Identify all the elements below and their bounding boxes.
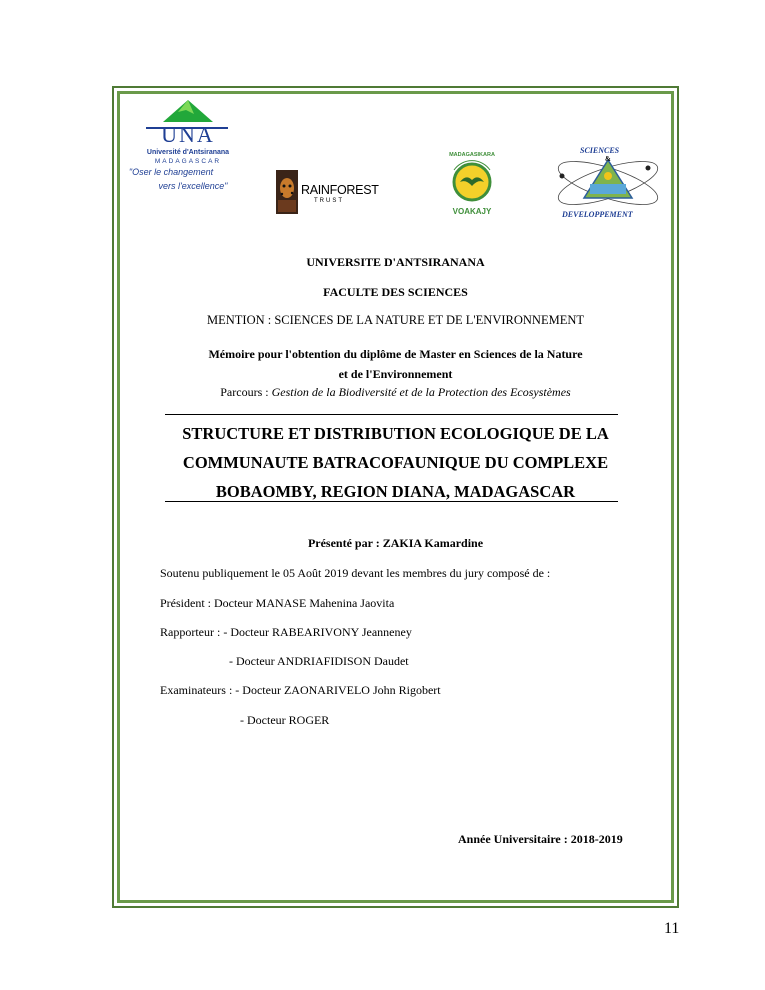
madagasikara-voakajy-logo bbox=[440, 152, 504, 218]
page-number: 11 bbox=[664, 920, 680, 937]
title-rule-top bbox=[165, 414, 618, 415]
developpement-text: DEVELOPPEMENT bbox=[562, 210, 633, 219]
jury-rapporteur-2: - Docteur ANDRIAFIDISON Daudet bbox=[229, 654, 409, 668]
sciences-text: SCIENCES bbox=[580, 146, 620, 155]
madagasikara-arc-text: MADAGASIKARA bbox=[449, 152, 495, 158]
parcours bbox=[117, 385, 674, 400]
rainforest-trust-name: RAINFOREST bbox=[301, 183, 379, 197]
rainforest-trust-sub: TRUST bbox=[314, 198, 344, 204]
parcours-label: Parcours : bbox=[220, 385, 272, 399]
jaguar-icon bbox=[276, 170, 298, 214]
una-logo-name: UNA bbox=[161, 122, 215, 147]
title-line-3: BOBAOMBY, REGION DIANA, MADAGASCAR bbox=[215, 482, 576, 501]
title-line-1: STRUCTURE ET DISTRIBUTION ECOLOGIQUE DE LA bbox=[182, 424, 609, 443]
jury-rapporteur-1: Rapporteur : - Docteur RABEARIVONY Jeanneney bbox=[160, 625, 412, 639]
jury-intro: Soutenu publiquement le 05 Août 2019 devant les membres du jury composé de : bbox=[160, 566, 551, 580]
una-logo-university: Université d'Antsiranana bbox=[146, 149, 230, 156]
jury-examinateur-2: - Docteur ROGER bbox=[240, 713, 330, 727]
memoire-line-1: Mémoire pour l'obtention du diplôme de Master en Sciences de la Nature bbox=[208, 347, 583, 361]
una-logo-motto-1: "Oser le changement bbox=[128, 167, 214, 177]
jury-examinateur-1: Examinateurs : - Docteur ZAONARIVELO John Rigobert bbox=[160, 683, 441, 697]
presented-by: Présenté par : ZAKIA Kamardine bbox=[307, 536, 484, 550]
academic-year: Année Universitaire : 2018-2019 bbox=[458, 832, 623, 846]
voakajy-text: VOAKAJY bbox=[452, 207, 492, 216]
sciences-developpement-logo bbox=[552, 146, 664, 220]
parcours-value: Gestion de la Biodiversité et de la Protection des Ecosystèmes bbox=[271, 385, 571, 399]
una-logo-motto-2: vers l'excellence" bbox=[158, 181, 228, 191]
una-logo-country: MADAGASCAR bbox=[154, 158, 222, 165]
title-rule-bottom bbox=[165, 501, 618, 502]
mention: MENTION : SCIENCES DE LA NATURE ET DE L'ENVIRONNEMENT bbox=[207, 313, 584, 327]
memoire-statement bbox=[117, 344, 674, 384]
university-name: UNIVERSITE D'ANTSIRANANA bbox=[306, 255, 485, 269]
title-line-2: COMMUNAUTE BATRACOFAUNIQUE DU COMPLEXE bbox=[182, 453, 609, 472]
jury-president: Président : Docteur MANASE Mahenina Jaovita bbox=[160, 596, 395, 610]
una-logo bbox=[128, 98, 258, 194]
memoire-line-2: et de l'Environnement bbox=[338, 367, 453, 381]
bat-globe-icon bbox=[440, 152, 504, 208]
faculty-name: FACULTE DES SCIENCES bbox=[323, 285, 468, 299]
rainforest-trust-logo bbox=[276, 170, 379, 214]
sciences-amp: & bbox=[605, 155, 611, 163]
thesis-title bbox=[117, 419, 674, 506]
